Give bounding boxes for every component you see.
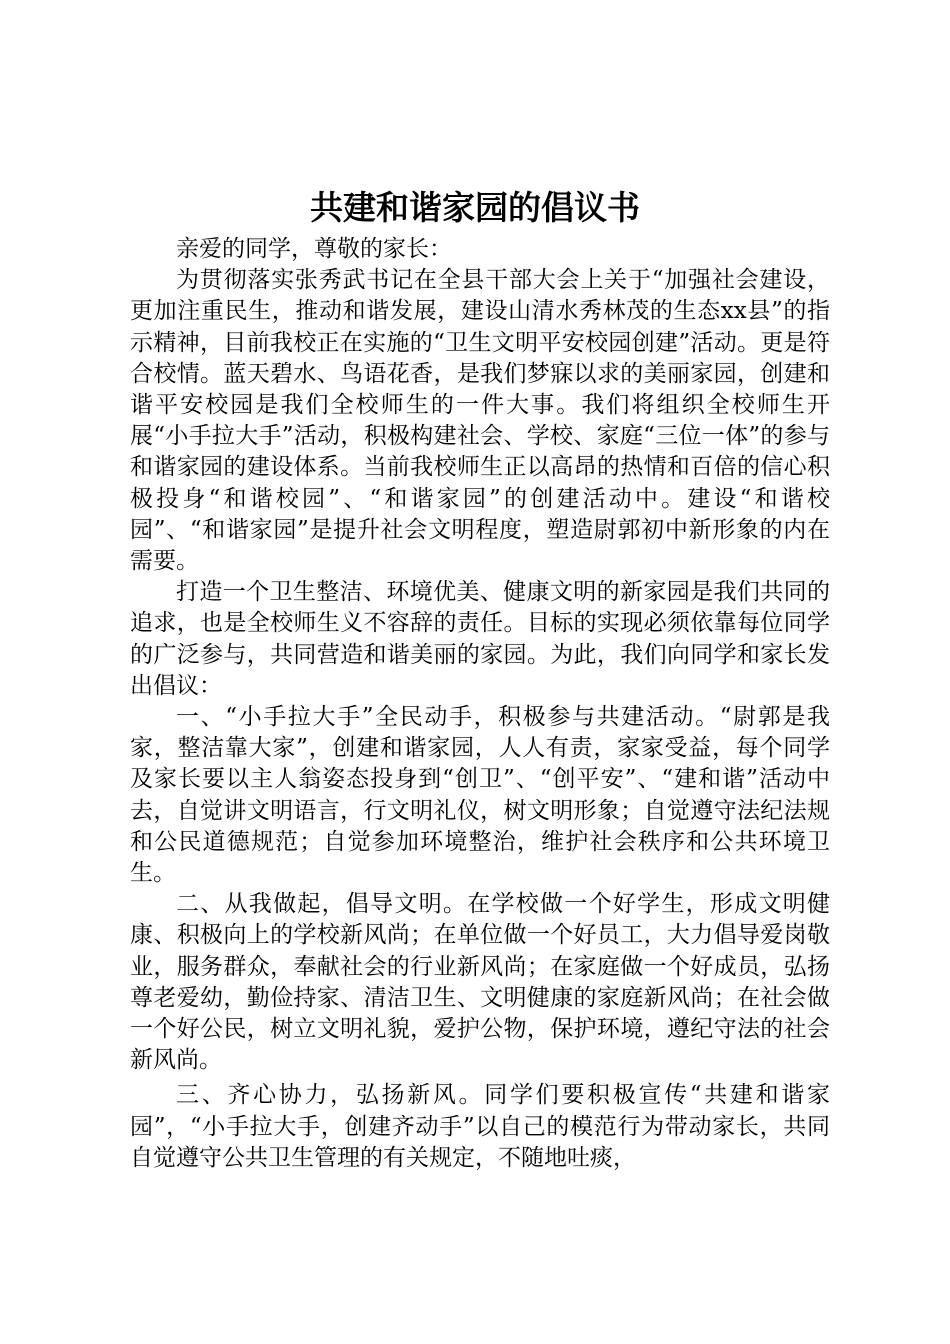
paragraph-point-2: 二、从我做起，倡导文明。在学校做一个好学生，形成文明健康、积极向上的学校新风尚；在单位做一个好员工，大力倡导爱岗敬业，服务群众，奉献社会的行业新风尚；在家庭做一个好成员，弘扬尊老爱幼，勤俭持家、清洁卫生、文明健康的家庭新风尚；在社会做一个好公民，树立文明礼貌，爱护公物，保护环境，遵纪守法的社会新风尚。	[130, 891, 830, 1074]
paragraph-point-1: 一、“小手拉大手”全民动手，积极参与共建活动。“尉郭是我家，整洁靠大家”，创建和谐家园，人人有责，家家受益，每个同学及家长要以主人翁姿态投身到“创卫”、“创平安”、“建和谐”活动中去，自觉讲文明语言，行文明礼仪，树文明形象；自觉遵守法纪法规和公民道德规范；自觉参加环境整治，维护社会秩序和公共环境卫生。	[130, 704, 830, 887]
document-title: 共建和谐家园的倡议书	[310, 188, 640, 227]
paragraph-intro: 为贯彻落实张秀武书记在全县干部大会上关于“加强社会建设，更加注重民生，推动和谐发展，建设山清水秀林茂的生态xx县”的指示精神，目前我校正在实施的“卫生文明平安校园创建”活动。更是符合校情。蓝天碧水、鸟语花香，是我们梦寐以求的美丽家园，创建和谐平安校园是我们全校师生的一件大事。我们将组织全校师生开展“小手拉大手”活动，积极构建社会、学校、家庭“三位一体”的参与和谐家园的建设体系。当前我校师生正以高昂的热情和百倍的信心积极投身“和谐校园”、“和谐家园”的创建活动中。建设“和谐校园”、“和谐家园”是提升社会文明程度，塑造尉郭初中新形象的内在需要。	[130, 267, 830, 575]
salutation: 亲爱的同学，尊敬的家长：	[176, 236, 452, 262]
paragraph-point-3: 三、齐心协力，弘扬新风。同学们要积极宣传“共建和谐家园”，“小手拉大手，创建齐动手”以自己的模范行为带动家长，共同自觉遵守公共卫生管理的有关规定，不随地吐痰，	[130, 1082, 830, 1171]
document-body	[130, 234, 830, 1174]
paragraph-goal: 打造一个卫生整洁、环境优美、健康文明的新家园是我们共同的追求，也是全校师生义不容辞的责任。目标的实现必须依靠每位同学的广泛参与，共同营造和谐美丽的家园。为此，我们向同学和家长发出倡议：	[130, 579, 830, 699]
